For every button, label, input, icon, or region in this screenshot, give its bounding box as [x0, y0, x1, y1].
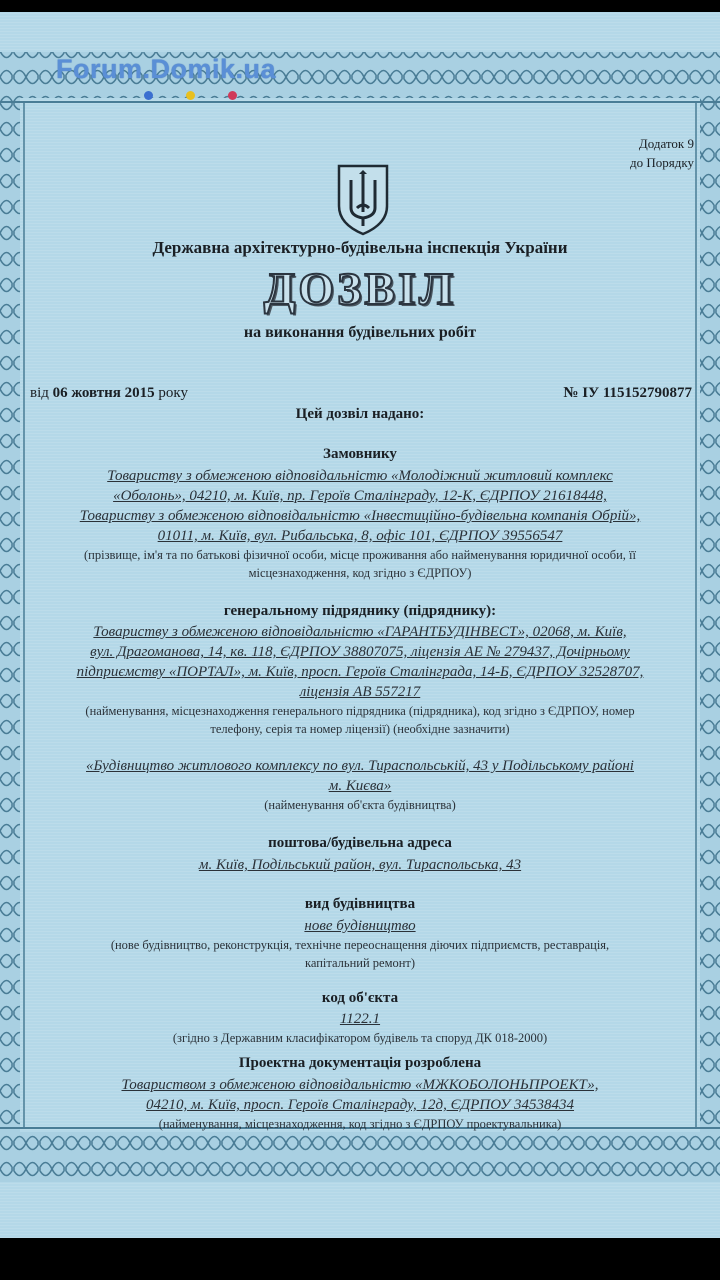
- design-details: [20, 1075, 700, 1133]
- date-suffix: року: [158, 385, 188, 401]
- object-code-value: 1122.1: [339, 1011, 381, 1027]
- customer-line: Товариству з обмеженою відповідальністю «Інвестиційно-будівельна компанія Обрій»,: [79, 508, 641, 524]
- permit-number: № ІУ 115152790877: [563, 385, 692, 401]
- customer-note: місцезнаходження, код згідно з ЄДРПОУ): [248, 566, 472, 580]
- customer-details: [20, 466, 700, 582]
- watermark-dot: [228, 91, 237, 100]
- customer-line: «Оболонь», 04210, м. Київ, пр. Героїв Сталінграду, 12-К, ЄДРПОУ 21618448,: [113, 488, 607, 504]
- construction-type-details: [20, 916, 700, 972]
- construction-type-note: капітальний ремонт): [304, 956, 416, 970]
- design-heading: Проектна документація розроблена: [238, 1055, 482, 1071]
- permit-document: [0, 12, 720, 1238]
- document-title: ДОЗВІЛ: [263, 263, 457, 314]
- contractor-note: (найменування, місцезнаходження генерального підрядника (підрядника), код згідно з ЄДРПОУ, номер: [85, 704, 635, 718]
- contractor-details: [20, 622, 700, 738]
- contractor-line: ліцензія АВ 557217: [299, 684, 421, 700]
- object-code-details: [20, 1009, 700, 1047]
- customer-line: 01011, м. Київ, вул. Рибальська, 8, офіс 101, ЄДРПОУ 39556547: [157, 528, 563, 544]
- watermark-text: Forum.Domik.ua: [56, 54, 277, 84]
- bottom-black-bar: [0, 1238, 720, 1280]
- address-value: м. Київ, Подільський район, вул. Тираспольська, 43: [198, 857, 522, 873]
- top-black-bar: [0, 0, 720, 12]
- issuing-authority: Державна архітектурно-будівельна інспекція України: [152, 238, 568, 257]
- design-line: Товариством з обмеженою відповідальністю «МЖКОБОЛОНЬПРОЕКТ»,: [121, 1077, 599, 1093]
- construction-type-note: (нове будівництво, реконструкція, технічне переоснащення діючих підприємств, реставрація,: [110, 938, 610, 952]
- customer-heading: Замовнику: [323, 446, 397, 462]
- trident-icon: [335, 162, 391, 236]
- appendix-line-1: Додаток 9: [638, 136, 694, 151]
- object-line: м. Києва»: [328, 778, 392, 794]
- contractor-line: підприємству «ПОРТАЛ», м. Київ, просп. Героїв Сталінграда, 14-Б, ЄДРПОУ 32528707,: [76, 664, 644, 680]
- appendix-label: [630, 134, 694, 172]
- object-line: «Будівництво житлового комплексу по вул. Тираспольській, 43 у Подільському районі: [86, 758, 634, 774]
- contractor-note: телефону, серія та номер ліцензії) (необхідне зазначити): [210, 722, 510, 736]
- design-note: (найменування, місцезнаходження, код згідно з ЄДРПОУ проектувальника): [158, 1117, 562, 1131]
- object-code-note: (згідно з Державним класифікатором будівель та споруд ДК 018-2000): [172, 1031, 548, 1045]
- watermark-dot: [144, 91, 153, 100]
- contractor-heading: генеральному підряднику (підряднику):: [223, 603, 497, 619]
- issue-date: [30, 385, 188, 402]
- address-heading: поштова/будівельна адреса: [268, 835, 452, 851]
- date-value: 06 жовтня 2015: [52, 385, 155, 401]
- contractor-line: Товариству з обмеженою відповідальністю «ГАРАНТБУДІНВЕСТ», 02068, м. Київ,: [93, 624, 627, 640]
- watermark-dots: [144, 91, 244, 101]
- design-line: 04210, м. Київ, просп. Героїв Сталінграду, 12д, ЄДРПОУ 34538434: [145, 1097, 575, 1113]
- construction-type-value: нове будівництво: [304, 918, 416, 934]
- contractor-line: вул. Драгоманова, 14, кв. 118, ЄДРПОУ 38807075, ліцензія АЕ № 279437, Дочірньому: [90, 644, 630, 660]
- date-prefix: від: [30, 385, 49, 401]
- appendix-line-2: до Порядку: [630, 155, 694, 170]
- object-details: [20, 756, 700, 814]
- customer-note: (прізвище, ім'я та по батькові фізичної особи, місце проживання або найменування юридичної особи, її: [84, 548, 636, 562]
- customer-line: Товариству з обмеженою відповідальністю «Молодіжний житловий комплекс: [107, 468, 613, 484]
- granted-heading: Цей дозвіл надано:: [295, 406, 425, 422]
- watermark-dot: [186, 91, 195, 100]
- object-note: (найменування об'єкта будівництва): [264, 798, 456, 812]
- object-code-heading: код об'єкта: [321, 990, 399, 1006]
- construction-type-heading: вид будівництва: [304, 896, 416, 912]
- document-subtitle: на виконання будівельних робіт: [243, 324, 477, 341]
